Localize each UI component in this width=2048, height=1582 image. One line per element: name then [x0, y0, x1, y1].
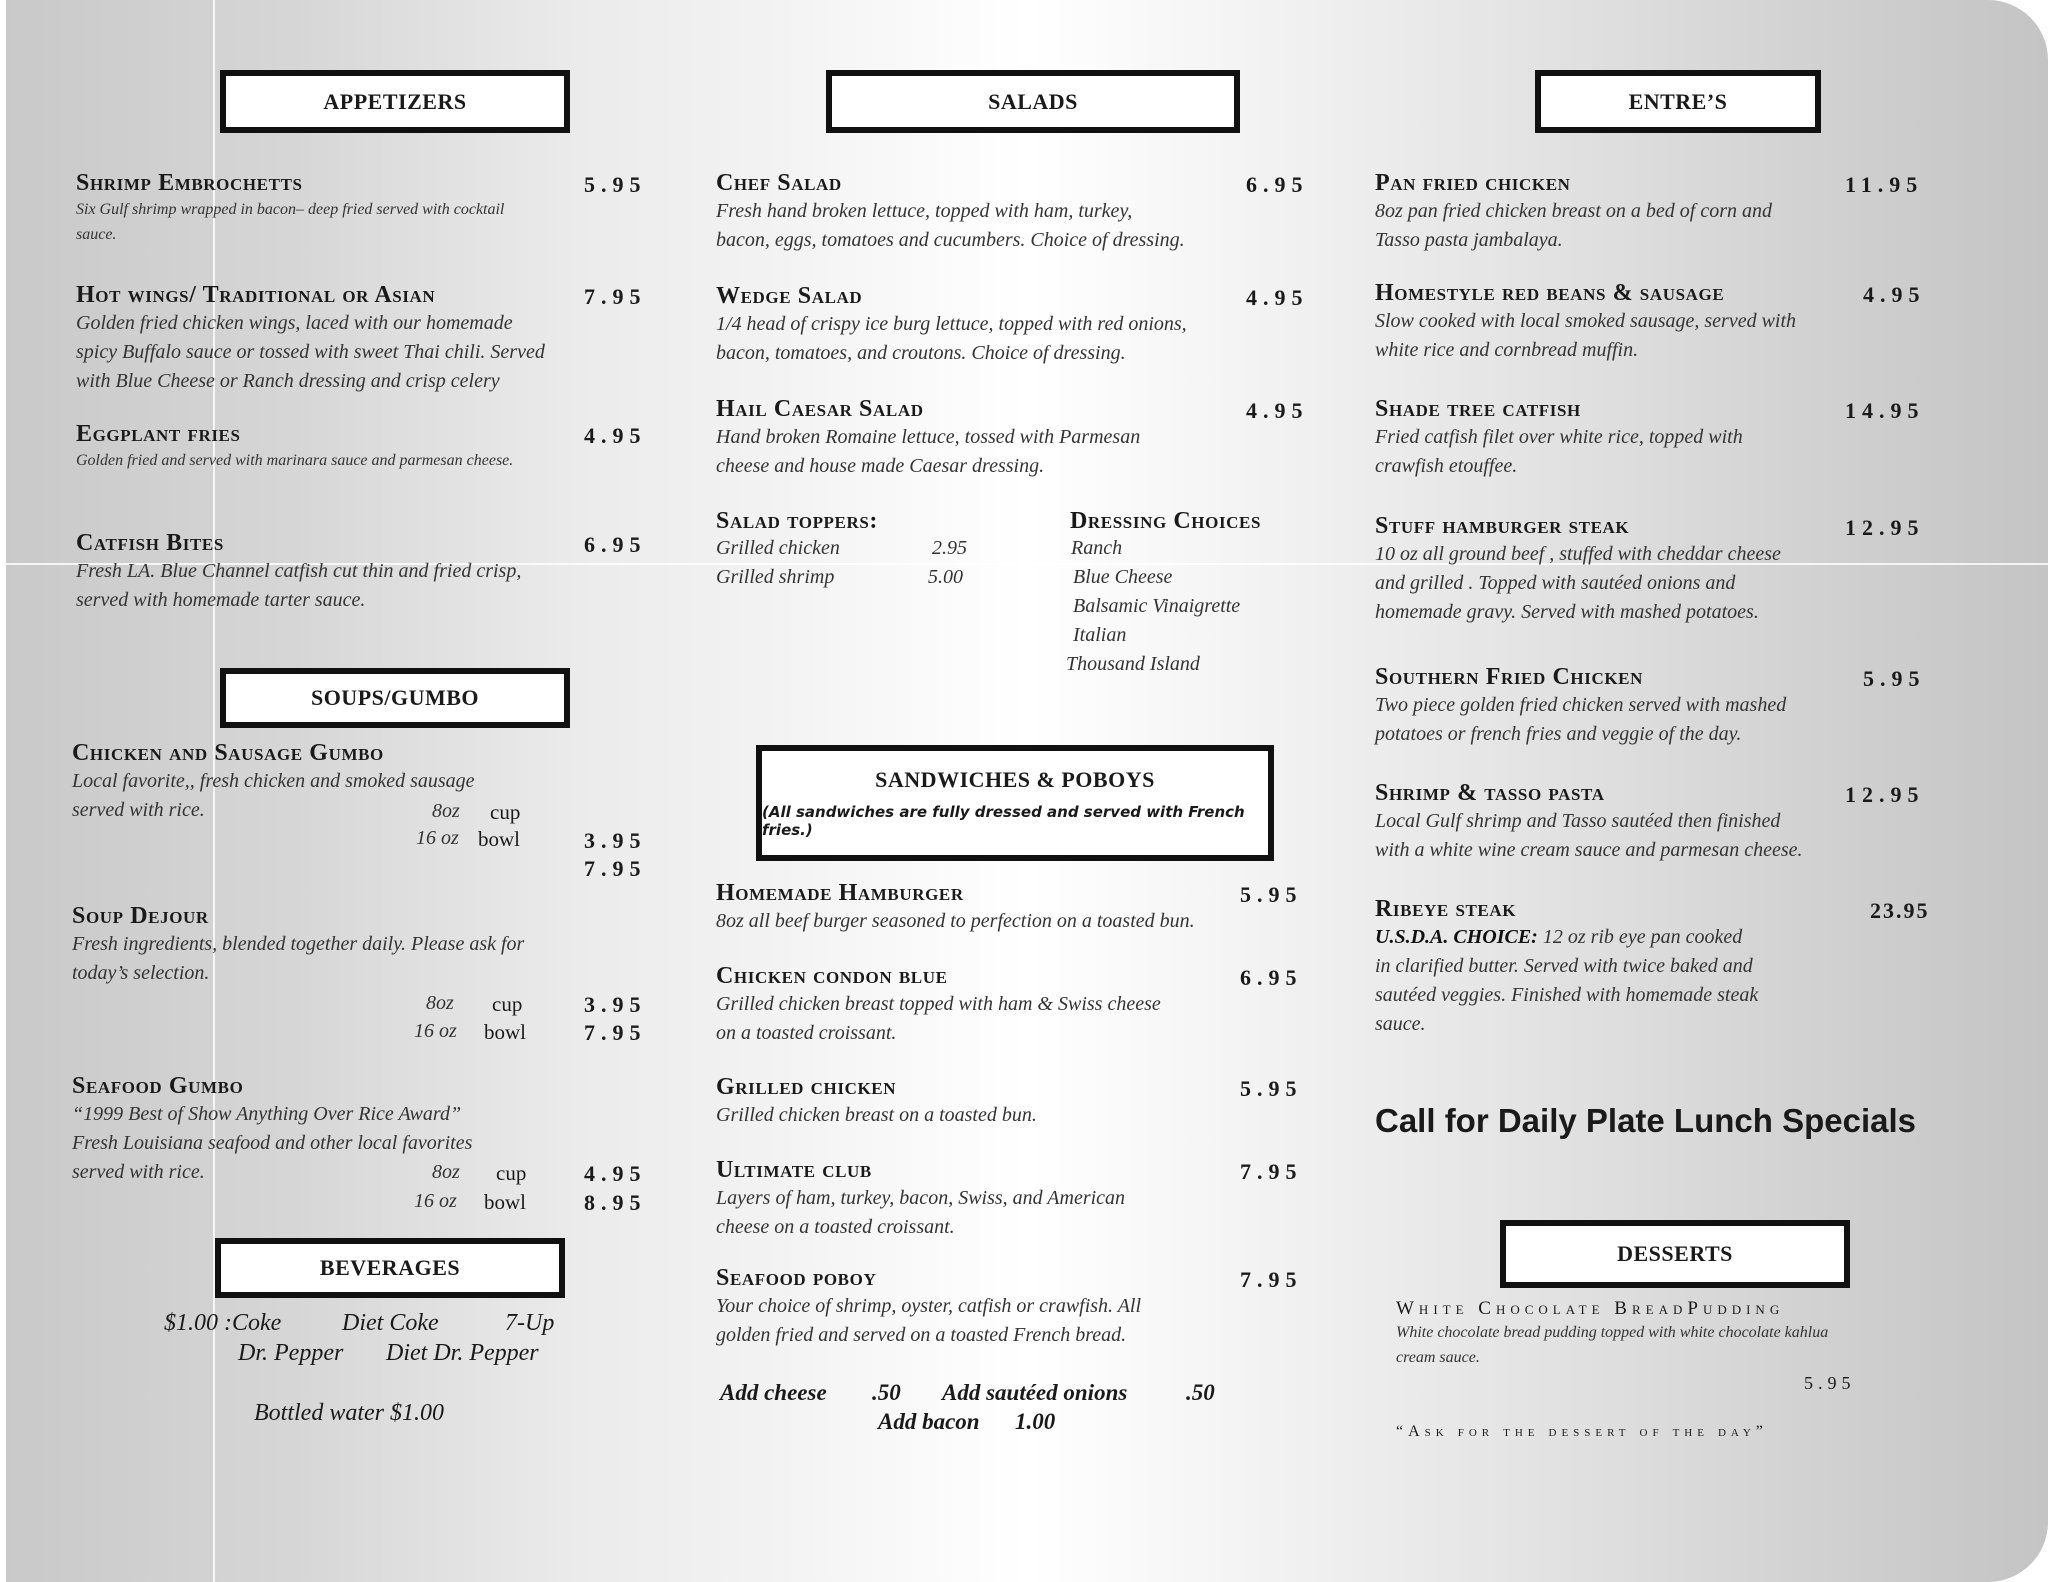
item-desc-line: cheese and house made Caesar dressing. [716, 455, 1045, 477]
dessert-desc-line: cream sauce. [1396, 1349, 1480, 1366]
menu-item [716, 170, 1326, 255]
item-price: 7.95 [584, 856, 647, 881]
menu-item [716, 963, 1326, 1048]
item-name: Eggplant fries [76, 421, 241, 447]
dessert-desc-line: White chocolate bread pudding topped with white chocolate kahlua [1396, 1324, 1829, 1341]
item-name: Hail Caesar Salad [716, 396, 924, 422]
dressings-title: Dressing Choices [1070, 508, 1262, 534]
dressing-option: Balsamic Vinaigrette [1073, 595, 1241, 617]
addon-price: .50 [1186, 1380, 1215, 1405]
item-name: Grilled chicken [716, 1074, 897, 1100]
size-label: cup [490, 800, 521, 824]
desserts-header: DESSERTS [1500, 1220, 1850, 1288]
item-desc-line: served with rice. [72, 799, 205, 821]
item-price: 14.95 [1845, 398, 1925, 423]
sandwiches-header: SANDWICHES & POBOYS (All sandwiches are fully dressed and served with French fries.) [756, 745, 1274, 861]
dessert-name: White Chocolate BreadPudding [1396, 1298, 1785, 1319]
item-price: 6.95 [1240, 965, 1303, 990]
item-name: Chef Salad [716, 170, 842, 196]
item-desc-line: Golden fried chicken wings, laced with our homemade [76, 312, 513, 334]
dessert-of-the-day: “Ask for the dessert of the day” [1396, 1423, 1768, 1440]
topper-price: 2.95 [932, 537, 967, 559]
item-desc-line: in clarified butter. Served with twice baked and [1375, 955, 1753, 977]
item-desc-line: potatoes or french fries and veggie of the day. [1375, 723, 1742, 745]
item-desc-line: served with rice. [72, 1161, 205, 1183]
dressing-option: Thousand Island [1066, 653, 1200, 675]
item-desc-line: Tasso pasta jambalaya. [1375, 229, 1563, 251]
item-desc-line: Layers of ham, turkey, bacon, Swiss, and American [716, 1187, 1126, 1209]
item-desc-line: Fresh LA. Blue Channel catfish cut thin and fried crisp, [76, 560, 522, 582]
addon-price: 1.00 [1015, 1409, 1056, 1434]
item-desc-line: Six Gulf shrimp wrapped in bacon– deep fried served with cocktail [76, 201, 505, 218]
size-oz: 8oz [426, 992, 454, 1014]
menu-item [1375, 396, 1950, 481]
size-label: bowl [484, 1190, 526, 1214]
toppers-title: Salad toppers: [716, 508, 879, 534]
item-price: 7.95 [1240, 1267, 1303, 1292]
menu-item [76, 282, 666, 396]
item-desc-line: white rice and cornbread muffin. [1375, 339, 1639, 361]
item-name: Seafood poboy [716, 1265, 877, 1291]
menu-item [1375, 896, 1950, 1039]
item-desc-line: served with homemade tarter sauce. [76, 589, 366, 611]
beverages-header: BEVERAGES [215, 1238, 565, 1298]
item-desc-line: 1/4 head of crispy ice burg lettuce, topped with red onions, [716, 313, 1187, 335]
item-desc-line: cheese on a toasted croissant. [716, 1216, 955, 1238]
item-price: 5.95 [1240, 882, 1303, 907]
item-desc-line: bacon, tomatoes, and croutons. Choice of dressing. [716, 342, 1126, 364]
item-desc-line: Fresh Louisiana seafood and other local favorites [72, 1132, 473, 1154]
item-desc-line: golden fried and served on a toasted French bread. [716, 1324, 1127, 1346]
item-desc-line: Golden fried and served with marinara sauce and parmesan cheese. [76, 452, 514, 469]
menu-item [1375, 513, 1950, 627]
item-desc-line: spicy Buffalo sauce or tossed with sweet Thai chili. Served [76, 341, 545, 363]
item-desc-line: sauce. [1375, 1013, 1426, 1035]
item-price: 8.95 [584, 1190, 647, 1215]
item-name: Seafood Gumbo [72, 1073, 244, 1099]
item-name: Southern Fried Chicken [1375, 664, 1643, 690]
item-price: 4.95 [1863, 282, 1926, 307]
item-price: 6.95 [1246, 172, 1309, 197]
item-desc-line: Fresh hand broken lettuce, topped with ham, turkey, [716, 200, 1133, 222]
item-desc-line: Hand broken Romaine lettuce, tossed with Parmesan [716, 426, 1141, 448]
menu-item [76, 421, 666, 473]
item-name: Homemade Hamburger [716, 880, 964, 906]
dressing-option: Blue Cheese [1073, 566, 1173, 588]
item-desc-line: 12 oz rib eye pan cooked [1537, 926, 1743, 948]
menu-item [72, 740, 672, 825]
item-desc-line: Two piece golden fried chicken served with mashed [1375, 694, 1787, 716]
item-price: 4.95 [584, 1161, 647, 1186]
item-desc-line: Your choice of shrimp, oyster, catfish or crawfish. All [716, 1295, 1142, 1317]
menu-item [1375, 280, 1950, 365]
item-desc-line: Fresh ingredients, blended together daily. Please ask for [72, 933, 525, 955]
item-desc-line: 10 oz all ground beef , stuffed with cheddar cheese [1375, 543, 1781, 565]
item-name: Homestyle red beans & sausage [1375, 280, 1725, 306]
menu-item [716, 1157, 1326, 1242]
item-desc-line: on a toasted croissant. [716, 1022, 897, 1044]
size-oz: 16 oz [414, 1190, 457, 1212]
item-desc-line: Slow cooked with local smoked sausage, served with [1375, 310, 1797, 332]
menu-item [72, 1073, 672, 1187]
beverage-text: Dr. Pepper [238, 1340, 344, 1366]
beverage-text: Diet Dr. Pepper [386, 1340, 539, 1366]
sandwiches-note: (All sandwiches are fully dressed and served with French fries.) [762, 803, 1245, 839]
item-price: 5.95 [1240, 1076, 1303, 1101]
addon-label: Add sautéed onions [942, 1380, 1128, 1405]
menu-item [716, 1074, 1326, 1130]
beverage-text: $1.00 :Coke [164, 1310, 282, 1336]
size-oz: 16 oz [416, 827, 459, 849]
item-name: Hot wings/ Traditional or Asian [76, 282, 436, 308]
item-price: 3.95 [584, 828, 647, 853]
item-price: 7.95 [1240, 1159, 1303, 1184]
item-price: 11.95 [1845, 172, 1924, 197]
item-name: Chicken and Sausage Gumbo [72, 740, 384, 766]
size-label: bowl [484, 1020, 526, 1044]
menu-item [76, 170, 666, 247]
item-desc-line: crawfish etouffee. [1375, 455, 1518, 477]
menu-item [1375, 664, 1950, 749]
item-price: 5.95 [584, 172, 647, 197]
item-name: Catfish Bites [76, 530, 224, 556]
beverage-text: 7-Up [505, 1310, 555, 1336]
dressing-option: Ranch [1071, 537, 1123, 559]
item-desc-line: bacon, eggs, tomatoes and cucumbers. Choice of dressing. [716, 229, 1185, 251]
size-label: bowl [478, 827, 520, 851]
addon-label: Add cheese [720, 1380, 827, 1405]
item-desc-line: sauce. [76, 226, 117, 243]
item-name: Stuff hamburger steak [1375, 513, 1630, 539]
item-desc-line: Grilled chicken breast on a toasted bun. [716, 1104, 1037, 1126]
size-oz: 16 oz [414, 1020, 457, 1042]
item-desc-line: Grilled chicken breast topped with ham & Swiss cheese [716, 993, 1161, 1015]
item-price: 4.95 [584, 423, 647, 448]
menu-item [1375, 170, 1950, 255]
item-desc-line: “1999 Best of Show Anything Over Rice Award” [72, 1103, 462, 1125]
menu-item [716, 283, 1326, 368]
item-price: 6.95 [584, 532, 647, 557]
item-name: Chicken condon blue [716, 963, 948, 989]
item-desc-line: 8oz pan fried chicken breast on a bed of corn and [1375, 200, 1772, 222]
menu-item [1375, 780, 1950, 865]
item-desc-line: Local favorite,, fresh chicken and smoked sausage [72, 770, 475, 792]
item-desc-line: Local Gulf shrimp and Tasso sautéed then finished [1375, 810, 1781, 832]
item-price: 12.95 [1845, 515, 1925, 540]
item-name: Ribeye steak [1375, 896, 1517, 922]
dressing-option: Italian [1073, 624, 1127, 646]
menu-item [76, 530, 666, 615]
appetizers-header: APPETIZERS [220, 70, 570, 133]
item-price: 7.95 [584, 1020, 647, 1045]
item-desc-line: and grilled . Topped with sautéed onions and [1375, 572, 1736, 594]
beverage-text: Diet Coke [342, 1310, 439, 1336]
menu-item [716, 880, 1326, 936]
item-price: 3.95 [584, 992, 647, 1017]
addon-price: .50 [872, 1380, 901, 1405]
menu-item [716, 396, 1326, 481]
item-price: 12.95 [1845, 782, 1925, 807]
item-name: Shrimp Embrochetts [76, 170, 303, 196]
item-desc-line: sautéed veggies. Finished with homemade steak [1375, 984, 1759, 1006]
addon-label: Add bacon [878, 1409, 980, 1434]
item-desc-line: with a white wine cream sauce and parmesan cheese. [1375, 839, 1803, 861]
item-price: 5.95 [1863, 666, 1926, 691]
item-desc-line: homemade gravy. Served with mashed potatoes. [1375, 601, 1759, 623]
item-price: 4.95 [1246, 285, 1309, 310]
item-name: Wedge Salad [716, 283, 863, 309]
menu-item [716, 1265, 1326, 1350]
item-desc-line: 8oz all beef burger seasoned to perfection on a toasted bun. [716, 910, 1195, 932]
item-name: Shade tree catfish [1375, 396, 1581, 422]
soups-header: SOUPS/GUMBO [220, 668, 570, 728]
size-oz: 8oz [432, 1161, 460, 1183]
usda-choice: U.S.D.A. CHOICE: [1375, 926, 1538, 948]
size-label: cup [492, 992, 523, 1016]
dessert-price: 5.95 [1804, 1373, 1856, 1393]
menu-item [72, 903, 672, 988]
topper-name: Grilled shrimp [716, 566, 835, 588]
beverage-text: Bottled water $1.00 [254, 1400, 444, 1426]
item-desc-line: with Blue Cheese or Ranch dressing and crisp celery [76, 370, 500, 392]
item-price: 7.95 [584, 284, 647, 309]
item-name: Soup Dejour [72, 903, 209, 929]
topper-name: Grilled chicken [716, 537, 840, 559]
item-price: 4.95 [1246, 398, 1309, 423]
size-oz: 8oz [432, 800, 460, 822]
item-name: Shrimp & tasso pasta [1375, 780, 1605, 806]
item-price: 23.95 [1870, 898, 1930, 923]
item-desc-line: Fried catfish filet over white rice, topped with [1375, 426, 1743, 448]
item-desc-line: today’s selection. [72, 962, 210, 984]
daily-specials-callout: Call for Daily Plate Lunch Specials [1375, 1102, 1917, 1139]
item-name: Ultimate club [716, 1157, 872, 1183]
salads-header: SALADS [826, 70, 1240, 133]
topper-price: 5.00 [928, 566, 963, 588]
entrees-header: ENTRE’S [1535, 70, 1821, 133]
item-name: Pan fried chicken [1375, 170, 1571, 196]
size-label: cup [496, 1161, 527, 1185]
